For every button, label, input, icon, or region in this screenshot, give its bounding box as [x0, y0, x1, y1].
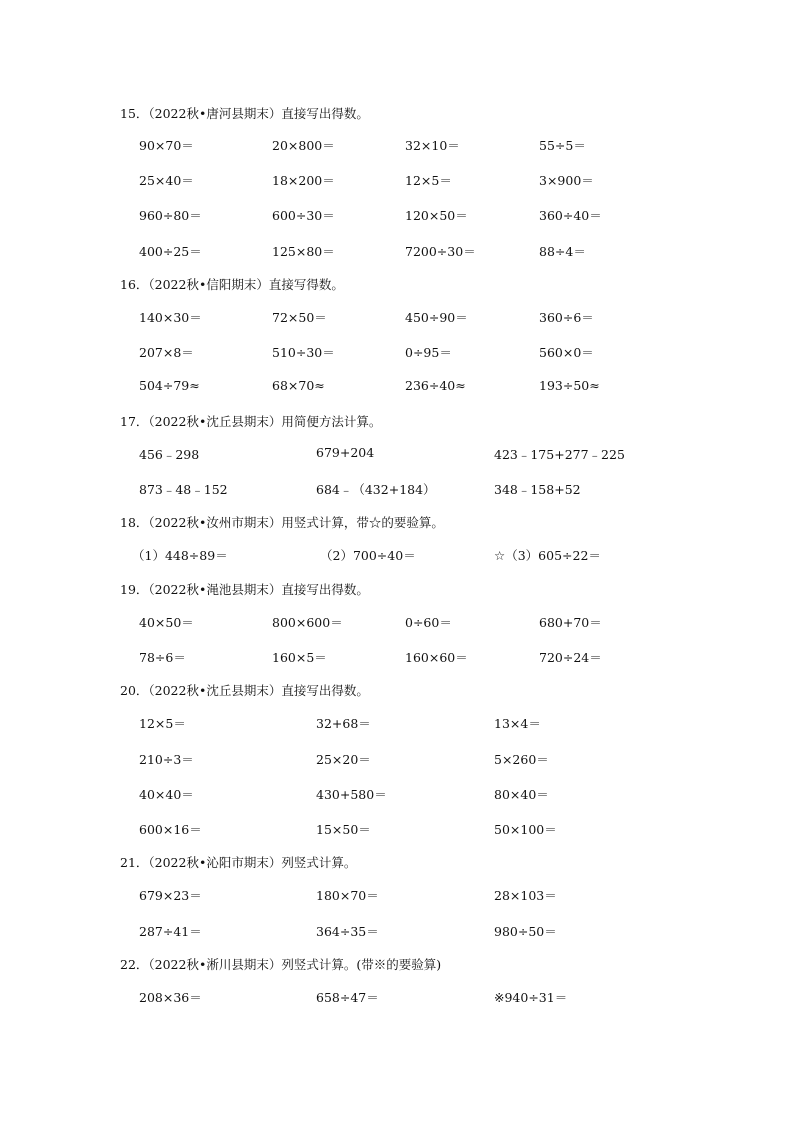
- problem: 78÷6＝: [139, 650, 186, 665]
- problem: ※940÷31＝: [494, 990, 568, 1005]
- question-16-row-1: [0, 308, 794, 326]
- problem: （1）448÷89＝: [132, 548, 228, 563]
- problem: 210÷3＝: [139, 752, 194, 767]
- question-17-title: 17．（2022秋•沈丘县期末）用简便方法计算。: [120, 414, 382, 429]
- question-17-row-2: [0, 480, 794, 498]
- problem: 456﹣298: [139, 447, 200, 462]
- problem: 125×80＝: [272, 244, 335, 259]
- question-20-row-2: [0, 750, 794, 768]
- problem: 160×60＝: [405, 650, 468, 665]
- question-21-title: 21．（2022秋•沁阳市期末）列竖式计算。: [120, 855, 357, 870]
- question-20-row-3: [0, 785, 794, 803]
- problem: 55÷5＝: [539, 138, 586, 153]
- question-15-row-2: [0, 171, 794, 189]
- problem: 400÷25＝: [139, 244, 202, 259]
- question-22-title: 22．（2022秋•淅川县期末）列竖式计算。(带※的要验算): [120, 957, 442, 972]
- problem: 25×20＝: [316, 752, 371, 767]
- problem: 208×36＝: [139, 990, 202, 1005]
- problem: 510÷30＝: [272, 345, 335, 360]
- problem: 236÷40≈: [405, 378, 466, 393]
- problem: 287÷41＝: [139, 924, 202, 939]
- problem: 80×40＝: [494, 787, 549, 802]
- problem: 560×0＝: [539, 345, 594, 360]
- problem: （2）700÷40＝: [320, 548, 416, 563]
- problem: 980÷50＝: [494, 924, 557, 939]
- question-22-row-1: [0, 988, 794, 1006]
- question-16-row-3: [0, 378, 794, 396]
- problem: 160×5＝: [272, 650, 327, 665]
- question-19-row-2: [0, 648, 794, 666]
- problem: ☆（3）605÷22＝: [494, 548, 601, 563]
- problem: 20×800＝: [272, 138, 335, 153]
- problem: 68×70≈: [272, 378, 325, 393]
- question-15-title: 15．（2022秋•唐河县期末）直接写出得数。: [120, 106, 369, 121]
- question-16-row-2: [0, 343, 794, 361]
- problem: 720÷24＝: [539, 650, 602, 665]
- problem: 680+70＝: [539, 615, 602, 630]
- problem: 13×4＝: [494, 716, 541, 731]
- problem: 15×50＝: [316, 822, 371, 837]
- problem: 360÷40＝: [539, 208, 602, 223]
- problem: 90×70＝: [139, 138, 194, 153]
- problem: 40×40＝: [139, 787, 194, 802]
- problem: 18×200＝: [272, 173, 335, 188]
- problem: 360÷6＝: [539, 310, 594, 325]
- problem: 207×8＝: [139, 345, 194, 360]
- question-19-row-1: [0, 613, 794, 631]
- question-20-row-1: [0, 714, 794, 732]
- question-15-row-1: [0, 136, 794, 154]
- problem: 12×5＝: [405, 173, 452, 188]
- question-15-row-3: [0, 206, 794, 224]
- problem: 600÷30＝: [272, 208, 335, 223]
- question-20-title: 20．（2022秋•沈丘县期末）直接写出得数。: [120, 683, 369, 698]
- problem: 679+204: [316, 445, 375, 460]
- problem: 450÷90＝: [405, 310, 468, 325]
- question-21-row-2: [0, 922, 794, 940]
- problem: 25×40＝: [139, 173, 194, 188]
- question-19-title: 19．（2022秋•渑池县期末）直接写出得数。: [120, 582, 369, 597]
- problem: 32+68＝: [316, 716, 371, 731]
- problem: 12×5＝: [139, 716, 186, 731]
- problem: 684﹣（432+184）: [316, 482, 436, 497]
- problem: 72×50＝: [272, 310, 327, 325]
- problem: 88÷4＝: [539, 244, 586, 259]
- problem: 873﹣48﹣152: [139, 482, 228, 497]
- problem: 658÷47＝: [316, 990, 379, 1005]
- problem: 193÷50≈: [539, 378, 600, 393]
- problem: 50×100＝: [494, 822, 557, 837]
- problem: 679×23＝: [139, 888, 202, 903]
- problem: 800×600＝: [272, 615, 343, 630]
- question-16-title: 16．（2022秋•信阳期末）直接写得数。: [120, 277, 344, 292]
- problem: 28×103＝: [494, 888, 557, 903]
- problem: 7200÷30＝: [405, 244, 476, 259]
- problem: 348﹣158+52: [494, 482, 581, 497]
- question-18-row-1: [0, 546, 794, 564]
- question-21-row-1: [0, 886, 794, 904]
- problem: 40×50＝: [139, 615, 194, 630]
- problem: 0÷60＝: [405, 615, 452, 630]
- problem: 32×10＝: [405, 138, 460, 153]
- problem: 364÷35＝: [316, 924, 379, 939]
- question-20-row-4: [0, 820, 794, 838]
- question-17-row-1: [0, 445, 794, 463]
- problem: 120×50＝: [405, 208, 468, 223]
- problem: 600×16＝: [139, 822, 202, 837]
- problem: 3×900＝: [539, 173, 594, 188]
- problem: 5×260＝: [494, 752, 549, 767]
- problem: 960÷80＝: [139, 208, 202, 223]
- problem: 423﹣175+277﹣225: [494, 447, 625, 462]
- problem: 180×70＝: [316, 888, 379, 903]
- question-15-row-4: [0, 242, 794, 260]
- question-18-title: 18．（2022秋•汝州市期末）用竖式计算，带☆的要验算。: [120, 515, 444, 530]
- problem: 504÷79≈: [139, 378, 200, 393]
- problem: 430+580＝: [316, 787, 387, 802]
- problem: 140×30＝: [139, 310, 202, 325]
- problem: 0÷95＝: [405, 345, 452, 360]
